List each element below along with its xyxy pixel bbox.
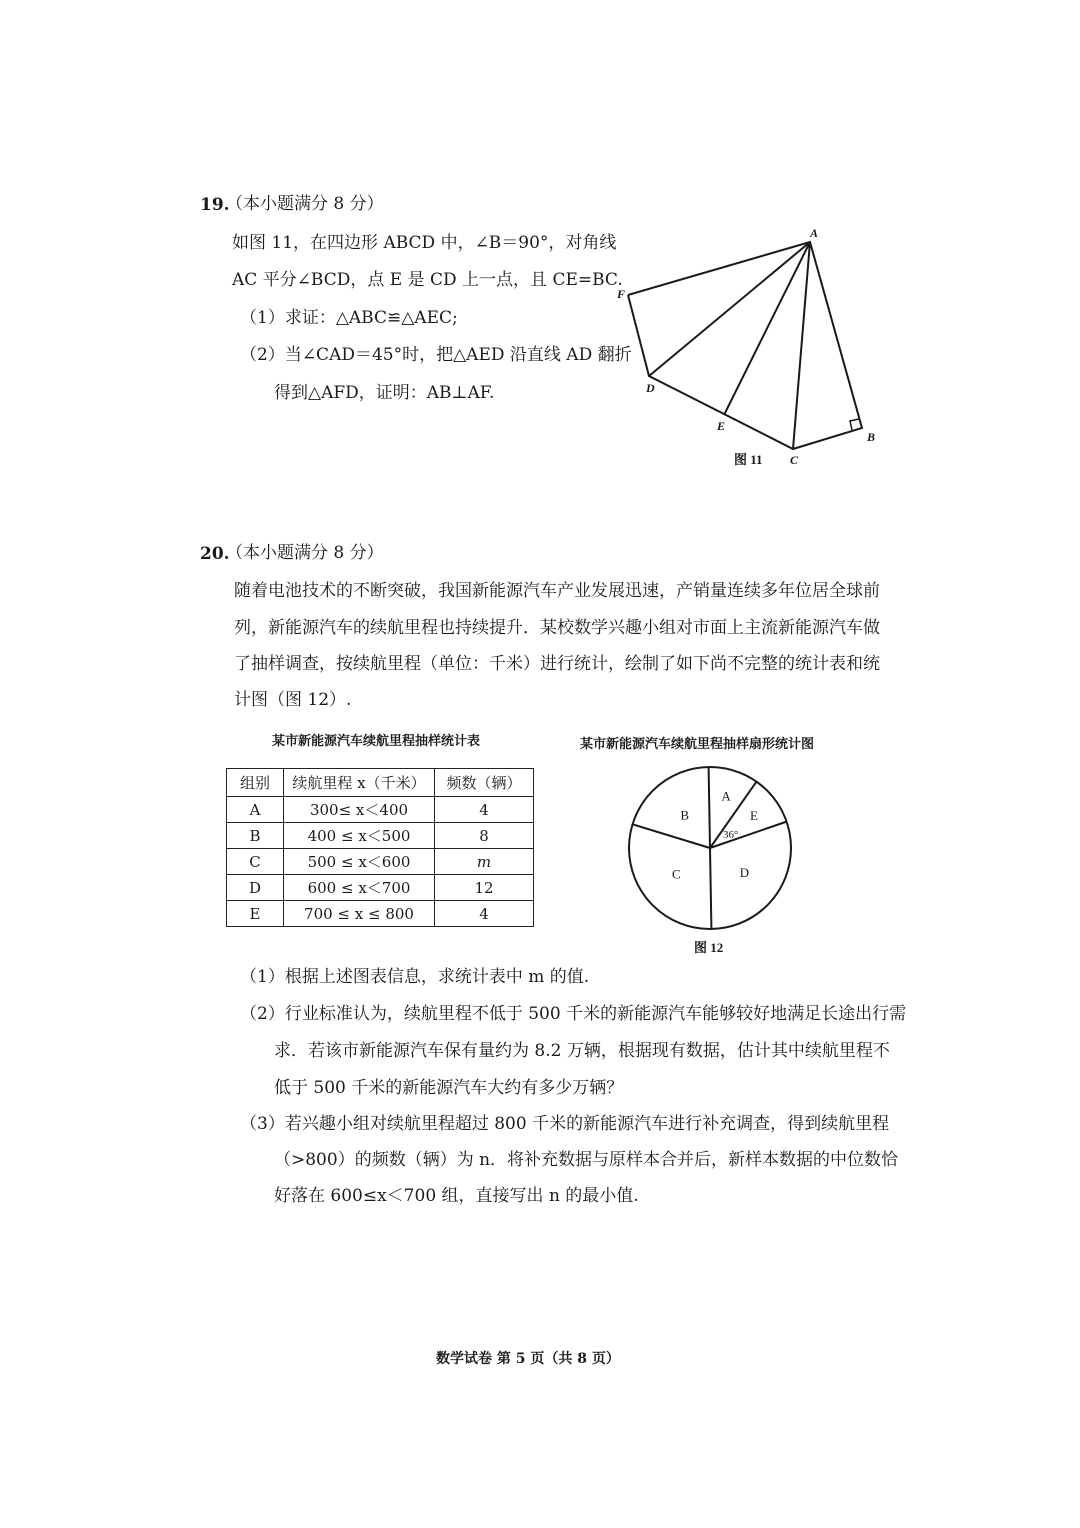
q20-para-line: 随着电池技术的不断突破，我国新能源汽车产业发展迅速，产销量连续多年位居全球前 — [234, 581, 880, 601]
pie-slice-boundary — [710, 822, 787, 848]
cell-range: 600 ≤ x＜700 — [284, 875, 435, 901]
q20-question-2: （2）行业标准认为，续航里程不低于 500 千米的新能源汽车能够较好地满足长途出行需 — [240, 1004, 907, 1024]
table-title: 某市新能源汽车续航里程抽样统计表 — [272, 734, 481, 749]
pie-slice-label-B: B — [680, 807, 689, 823]
angle-label: 36° — [723, 829, 739, 841]
header-group: 组别 — [227, 769, 284, 797]
q19-number: 19. — [200, 195, 230, 215]
header-frequency: 频数（辆） — [435, 769, 534, 797]
pie-slice-boundary — [710, 848, 711, 929]
label-E: E — [717, 419, 726, 433]
q19-line1: 如图 11，在四边形 ABCD 中，∠B＝90°，对角线 — [232, 233, 617, 253]
q19-score: （本小题满分 8 分） — [226, 194, 384, 214]
q20-question-2-cont: 求．若该市新能源汽车保有量约为 8.2 万辆，根据现有数据，估计其中续航里程不 — [274, 1041, 890, 1061]
figure-11-caption: 图 11 — [734, 452, 763, 467]
label-B: B — [867, 430, 876, 444]
cell-group: E — [227, 901, 284, 927]
table-row — [227, 849, 534, 875]
pie-title: 某市新能源汽车续航里程抽样扇形统计图 — [580, 737, 815, 752]
pie-caption: 图 12 — [694, 940, 724, 955]
page-footer: 数学试卷 第 5 页（共 8 页） — [436, 1351, 620, 1367]
cell-frequency: 4 — [435, 797, 534, 823]
table-row — [227, 901, 534, 927]
pie-slice-boundary — [709, 767, 710, 848]
figure-11 — [600, 220, 900, 480]
cell-frequency: 12 — [435, 875, 534, 901]
label-D: D — [646, 381, 655, 395]
mileage-table — [226, 768, 534, 927]
q20-question-3-cont: 好落在 600≤x＜700 组，直接写出 n 的最小值. — [274, 1186, 639, 1206]
pie-slice-label-A: A — [721, 788, 731, 804]
cell-range: 300≤ x＜400 — [284, 797, 435, 823]
label-A: A — [810, 226, 819, 240]
label-F: F — [617, 287, 626, 301]
q20-question-2-cont: 低于 500 千米的新能源汽车大约有多少万辆？ — [274, 1078, 624, 1098]
pie-chart — [600, 760, 820, 970]
pie-slice-label-D: D — [739, 865, 750, 881]
cell-group: A — [227, 797, 284, 823]
q19-part2a: （2）当∠CAD＝45°时，把△AED 沿直线 AD 翻折 — [240, 345, 632, 365]
q20-question-1: （1）根据上述图表信息，求统计表中 m 的值. — [240, 967, 590, 987]
cell-group: C — [227, 849, 284, 875]
table-header-row — [227, 769, 534, 797]
cell-range: 400 ≤ x＜500 — [284, 823, 435, 849]
q20-score: （本小题满分 8 分） — [226, 543, 384, 563]
cell-frequency: 8 — [435, 823, 534, 849]
table-row — [227, 797, 534, 823]
cell-frequency: m — [435, 849, 534, 875]
q20-para-line: 列，新能源汽车的续航里程也持续提升．某校数学兴趣小组对市面上主流新能源汽车做 — [234, 618, 880, 638]
table-row — [227, 823, 534, 849]
q20-question-3-cont: （>800）的频数（辆）为 n．将补充数据与原样本合并后，新样本数据的中位数恰 — [274, 1150, 899, 1170]
q19-line2: AC 平分∠BCD，点 E 是 CD 上一点，且 CE=BC. — [232, 270, 623, 290]
cell-range: 700 ≤ x ≤ 800 — [284, 901, 435, 927]
cell-group: D — [227, 875, 284, 901]
q19-part2b: 得到△AFD，证明：AB⊥AF. — [274, 383, 495, 403]
table-row — [227, 875, 534, 901]
cell-range: 500 ≤ x＜600 — [284, 849, 435, 875]
cell-frequency: 4 — [435, 901, 534, 927]
cell-group: B — [227, 823, 284, 849]
pie-slice-label-C: C — [672, 866, 681, 882]
segment-AD — [649, 242, 810, 376]
q19-part1: （1）求证：△ABC≌△AEC; — [240, 308, 458, 328]
q20-question-3: （3）若兴趣小组对续航里程超过 800 千米的新能源汽车进行补充调查，得到续航里程 — [240, 1114, 890, 1134]
quad-outline — [628, 242, 862, 449]
q20-para-line: 计图（图 12）. — [234, 690, 352, 710]
q20-number: 20. — [200, 544, 230, 564]
q20-para-line: 了抽样调查，按续航里程（单位：千米）进行统计，绘制了如下尚不完整的统计表和统 — [234, 654, 880, 674]
pie-slice-boundary — [633, 824, 710, 848]
pie-slice-label-E: E — [750, 807, 758, 823]
label-C: C — [790, 453, 799, 467]
header-range: 续航里程 x（千米） — [284, 769, 435, 797]
